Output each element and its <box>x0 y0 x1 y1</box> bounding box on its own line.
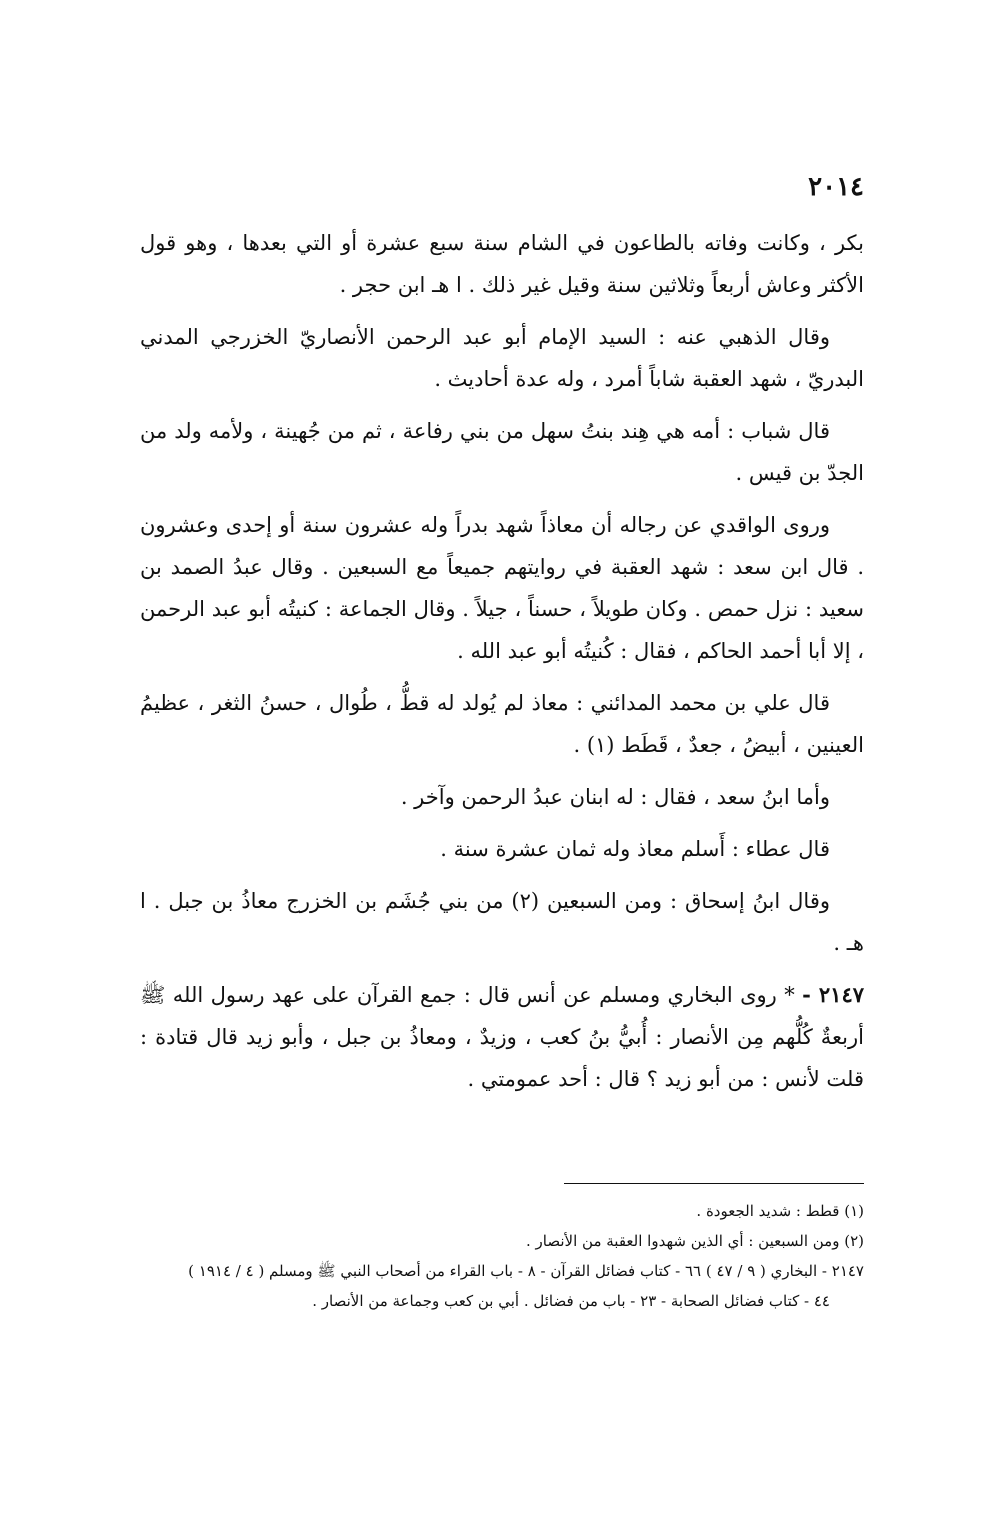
footnote: (١) قطط : شديد الجعودة . <box>696 1202 864 1220</box>
footnote: (٢) ومن السبعين : أي الذين شهدوا العقبة من الأنصار . <box>526 1232 864 1250</box>
main-text <box>140 222 864 1110</box>
page-number: ٢٠١٤ <box>808 172 864 202</box>
paragraph: وقال الذهبي عنه : السيد الإمام أبو عبد الرحمن الأنصاريّ الخزرجي المدني البدريّ ، شهد العقبة شاباً أمرد ، وله عدة أحاديث . <box>140 325 864 391</box>
paragraph: وأما ابنُ سعد ، فقال : له ابنان عبدُ الرحمن وآخر . <box>400 785 830 809</box>
footnote-divider <box>564 1183 864 1184</box>
hadith-paragraph <box>140 974 864 1100</box>
hadith-text: * روى البخاري ومسلم عن أنس قال : جمع القرآن على عهد رسول الله ﷺ أربعةٌ كُلُّهم مِن الأنصار : أُبيُّ بنُ كعب ، وزيدٌ ، ومعاذُ بن جبل ، وأبو زيد قال قتادة : قلت لأنس : من أبو زيد ؟ قال : أحد عمومتي . <box>140 983 864 1091</box>
footnote-reference: ٢١٤٧ - البخاري ( ٩ / ٤٧ ) ٦٦ - كتاب فضائل القرآن - ٨ - باب القراء من أصحاب النبي ﷺ ومسلم ( ٤ / ١٩١٤ ) <box>188 1262 864 1280</box>
paragraph: قال عطاء : أَسلم معاذ وله ثمان عشرة سنة . <box>440 837 830 861</box>
paragraph: قال شباب : أمه هي هِند بنتُ سهل من بني رفاعة ، ثم من جُهينة ، ولأمه ولد من الجدّ بن قيس . <box>140 419 864 485</box>
hadith-number: ٢١٤٧ - <box>802 982 865 1007</box>
footnote-reference-continued: ٤٤ - كتاب فضائل الصحابة - ٢٣ - باب من فضائل . أبي بن كعب وجماعة من الأنصار . <box>312 1292 830 1310</box>
paragraph: وروى الواقدي عن رجاله أن معاذاً شهد بدراً وله عشرون سنة أو إحدى وعشرون . قال ابن سعد : شهد العقبة في روايتهم جميعاً مع السبعين . وقال عبدُ الصمد بن سعيد : نزل حمص . وكان طويلاً ، حسناً ، جيلاً . وقال الجماعة : كنيتُه أبو عبد الرحمن ، إلا أبا أحمد الحاكم ، فقال : كُنيتُه أبو عبد الله . <box>140 513 864 663</box>
footnotes <box>140 1196 864 1316</box>
paragraph: بكر ، وكانت وفاته بالطاعون في الشام سنة سبع عشرة أو التي بعدها ، وهو قول الأكثر وعاش أربعاً وثلاثين سنة وقيل غير ذلك . ا هـ ابن حجر . <box>140 231 864 297</box>
paragraph: قال علي بن محمد المدائني : معاذ لم يُولد له قطُّ ، طُوال ، حسنُ الثغر ، عظيمُ العينين ، أبيضُ ، جعدٌ ، قَطَط (١) . <box>140 691 864 757</box>
paragraph: وقال ابنُ إسحاق : ومن السبعين (٢) من بني جُشَم بن الخزرج معاذُ بن جبل . ا هـ . <box>140 889 864 955</box>
